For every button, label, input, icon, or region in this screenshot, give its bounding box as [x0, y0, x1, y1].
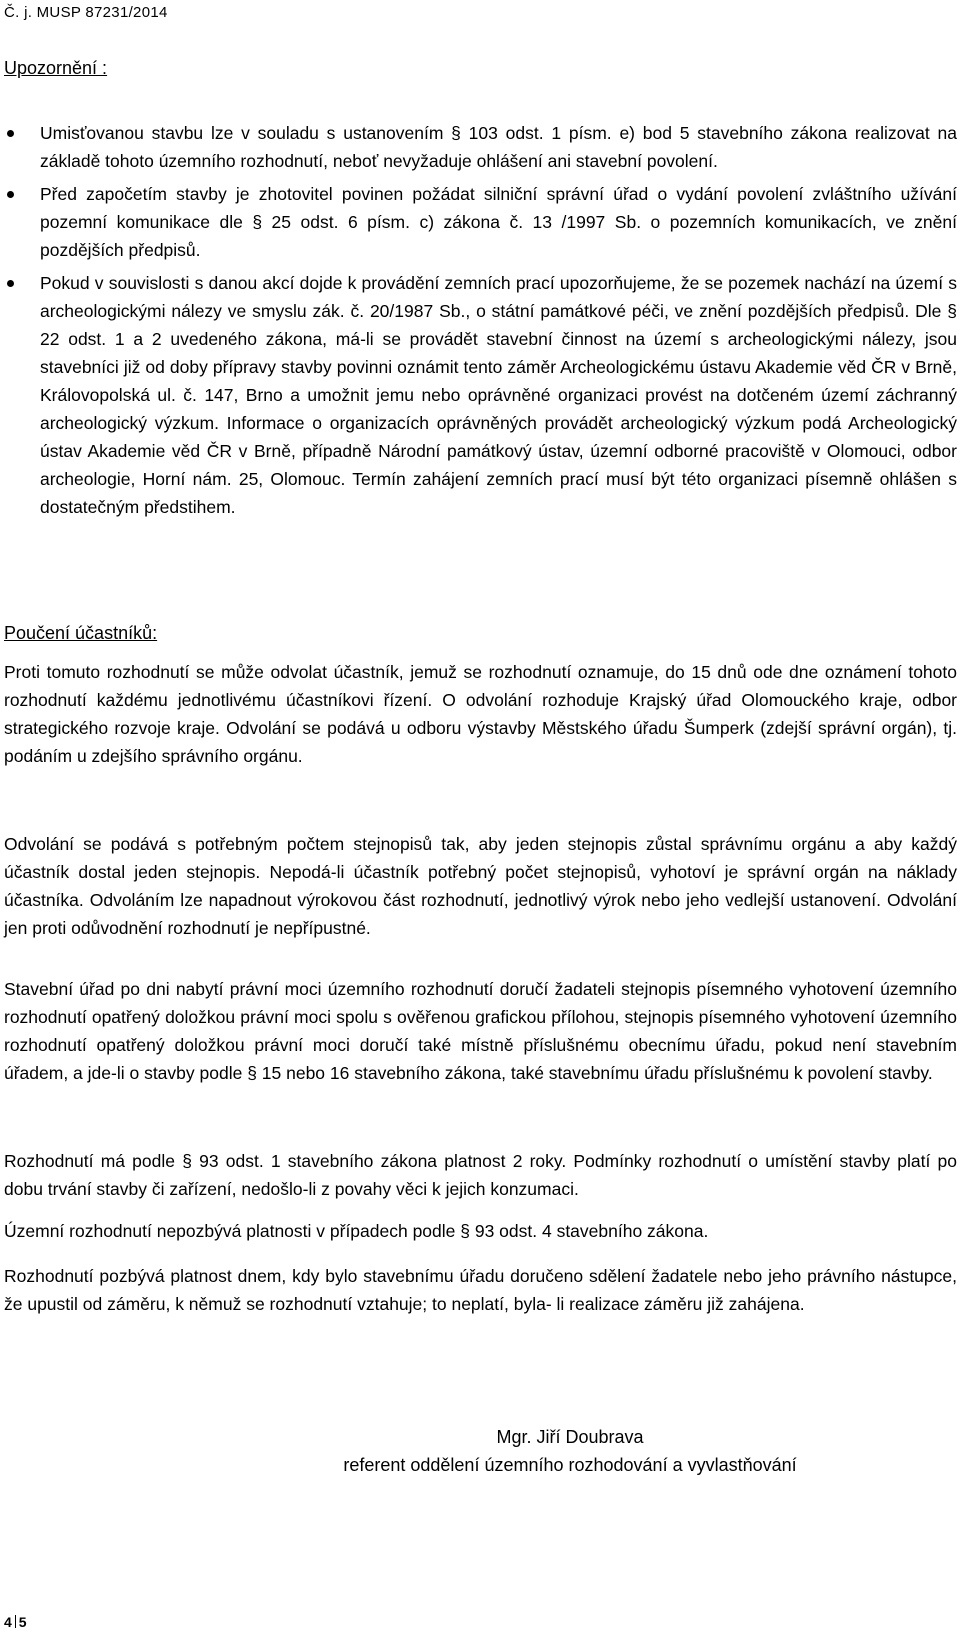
page-number: [4, 1614, 27, 1630]
delivery-paragraph: Stavební úřad po dni nabytí právní moci územního rozhodnutí doručí žadateli stejnopis písemného vyhotovení územního rozhodnutí opatřený doložkou právní moci spolu s ověřenou grafickou přílohou, stejnopis písemného vyhotovení územního rozhodnutí opatřený doložkou právní moci doručí také místně příslušnému obecnímu úřadu, pokud není stavebním úřadem, a jde-li o stavby podle § 15 nebo 16 stavebního zákona, také stavebnímu úřadu příslušnému k povolení stavby.: [4, 979, 957, 1083]
bullet-icon: [7, 191, 14, 198]
notice-list: [0, 119, 960, 526]
reference-number: Č. j. MUSP 87231/2014: [4, 4, 168, 21]
bullet-icon: [7, 280, 14, 287]
notice-item: [0, 119, 957, 175]
signatory-name: Mgr. Jiří Doubrava: [496, 1427, 644, 1447]
signature-block: [260, 1423, 880, 1479]
page-current: 4: [4, 1614, 12, 1630]
appeal-paragraph: Proti tomuto rozhodnutí se může odvolat účastník, jemuž se rozhodnutí oznamuje, do 15 dnů ode dne oznámení tohoto rozhodnutí každému jednotlivému účastníkovi řízení. O odvolání rozhoduje Krajský úřad Olomouckého kraje, odbor strategického rozvoje kraje. Odvolání se podává u odboru výstavby Městského úřadu Šumperk (zdejší správní orgán), tj. podáním u zdejšího správního orgánu.: [4, 662, 957, 766]
copies-paragraph: Odvolání se podává s potřebným počtem stejnopisů tak, aby jeden stejnopis zůstal správnímu orgánu a aby každý účastník dostal jeden stejnopis. Nepodá-li účastník potřebný počet stejnopisů, vyhotoví je správní orgán na náklady účastníka. Odvoláním lze napadnout výrokovou část rozhodnutí, jednotlivý výrok nebo jeho vedlejší ustanovení. Odvolání jen proti odůvodnění rozhodnutí je nepřípustné.: [4, 834, 957, 938]
signatory-title: referent oddělení územního rozhodování a vyvlastňování: [343, 1455, 797, 1475]
expiry-paragraph: Rozhodnutí pozbývá platnost dnem, kdy bylo stavebnímu úřadu doručeno sdělení žadatele nebo jeho právního nástupce, že upustil od záměru, k němuž se rozhodnutí vztahuje; to neplatí, byla- li realizace záměru již zahájena.: [4, 1266, 957, 1314]
page-separator: [15, 1615, 16, 1628]
notice-item: [0, 269, 957, 521]
non-expiry-paragraph: Územní rozhodnutí nepozbývá platnosti v případech podle § 93 odst. 4 stavebního zákona.: [4, 1221, 709, 1241]
notice-heading: Upozornění :: [4, 58, 108, 78]
page-total: 5: [18, 1614, 27, 1630]
validity-paragraph: Rozhodnutí má podle § 93 odst. 1 stavebního zákona platnost 2 roky. Podmínky rozhodnutí o umístění stavby platí po dobu trvání stavby či zařízení, nedošlo-li z povahy věci k jejich konzumaci.: [4, 1151, 957, 1199]
notice-item: [0, 180, 957, 264]
notice-item-text: Pokud v souvislosti s danou akcí dojde k provádění zemních prací upozorňujeme, že se pozemek nachází na území s archeologickými nálezy ve smyslu zák. č. 20/1987 Sb., o státní památkové péči, ve znění pozdějších předpisů. Dle § 22 odst. 1 a 2 uvedeného zákona, má-li se provádět stavební činnost na území s archeologickými nálezy, jsou stavebníci již od doby přípravy stavby povinni oznámit tento záměr Archeologickému ústavu Akademie věd ČR v Brně, Královopolská ul. č. 147, Brno a umožnit jemu nebo oprávněné organizaci provést na dotčeném území záchranný archeologický výzkum. Informace o organizacích oprávněných provádět archeologický výzkum podá Archeologický ústav Akademie věd ČR v Brně, případně Národní památkový ústav, územní odborné pracoviště v Olomouci, odbor archeologie, Horní nám. 25, Olomouc. Termín zahájení zemních prací musí být této organizaci písemně ohlášen s dostatečným předstihem.: [40, 273, 957, 517]
notice-item-text: Před započetím stavby je zhotovitel povinen požádat silniční správní úřad o vydání povolení zvláštního užívání pozemní komunikace dle § 25 odst. 6 písm. c) zákona č. 13 /1997 Sb. o pozemních komunikacích, ve znění pozdějších předpisů.: [40, 184, 957, 260]
bullet-icon: [7, 130, 14, 137]
instruction-heading: Poučení účastníků:: [4, 623, 158, 643]
notice-item-text: Umisťovanou stavbu lze v souladu s ustanovením § 103 odst. 1 písm. e) bod 5 stavebního zákona realizovat na základě tohoto územního rozhodnutí, neboť nevyžaduje ohlášení ani stavební povolení.: [40, 123, 957, 171]
